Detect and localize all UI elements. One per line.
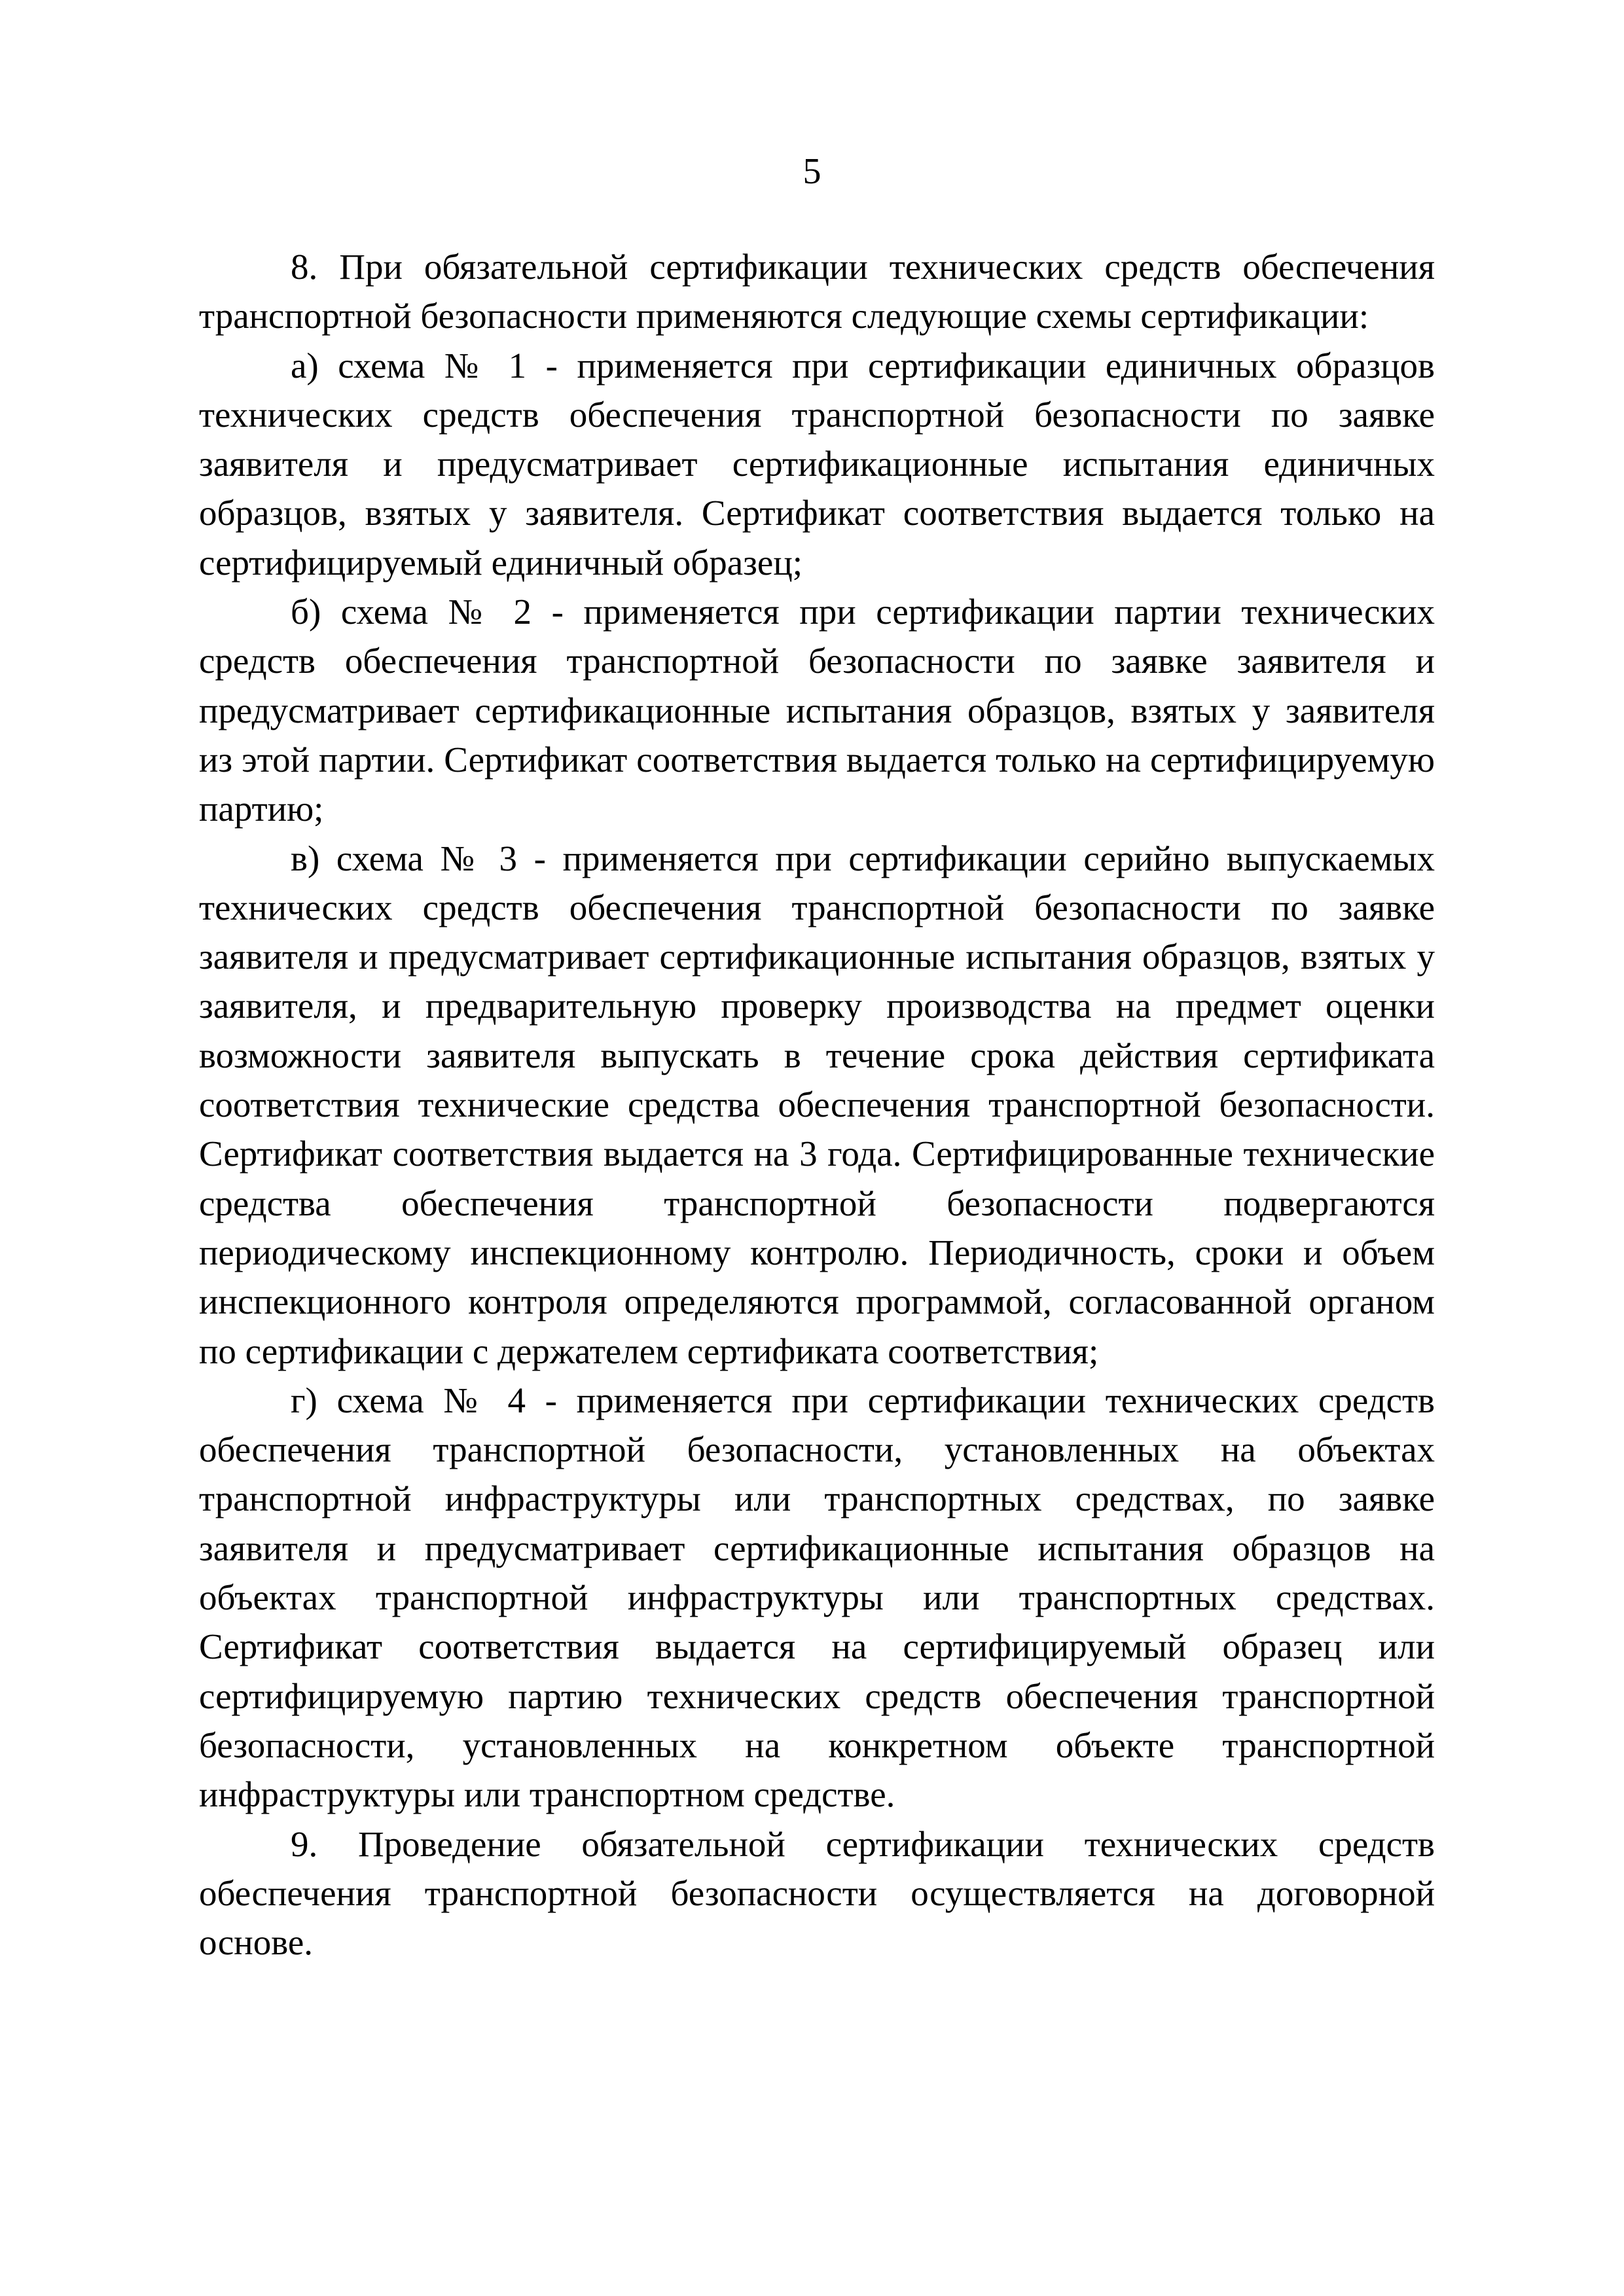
paragraph-scheme-3: в) схема № 3 - применяется при сертификации серийно выпускаемых технических средств обеспечения транспортной безопасности по заявке заявителя и предусматривает сертификационные испытания образцов, взятых у заявителя, и предварительную проверку производства на предмет оценки возможности заявителя выпускать в течение срока действия сертификата соответствия технические средства обеспечения транспортной безопасности. Сертификат соответствия выдается на 3 года. Сертифицированные технические средства обеспечения транспортной безопасности подвергаются периодическому инспекционному контролю. Периодичность, сроки и объем инспекционного контроля определяются программой, согласованной органом по сертификации с держателем сертификата соответствия;	[199, 838, 1435, 1371]
paragraph-scheme-1: а) схема № 1 - применяется при сертификации единичных образцов технических средств обеспечения транспортной безопасности по заявке заявителя и предусматривает сертификационные испытания единичных образцов, взятых у заявителя. Сертификат соответствия выдается только на сертифицируемый единичный образец;	[199, 345, 1435, 583]
paragraph-scheme-2: б) схема № 2 - применяется при сертификации партии технических средств обеспечения транспортной безопасности по заявке заявителя и предусматривает сертификационные испытания образцов, взятых у заявителя из этой партии. Сертификат соответствия выдается только на сертифицируемую партию;	[199, 592, 1435, 829]
page-number: 5	[803, 151, 821, 192]
paragraph-8-intro: 8. При обязательной сертификации технических средств обеспечения транспортной безопасности применяются следующие схемы сертификации:	[199, 247, 1435, 336]
paragraph-scheme-4: г) схема № 4 - применяется при сертификации технических средств обеспечения транспортной безопасности, установленных на объектах транспортной инфраструктуры или транспортных средствах, по заявке заявителя и предусматривает сертификационные испытания образцов на объектах транспортной инфраструктуры или транспортных средствах. Сертификат соответствия выдается на сертифицируемый образец или сертифицируемую партию технических средств обеспечения транспортной безопасности, установленных на конкретном объекте транспортной инфраструктуры или транспортном средстве.	[199, 1380, 1435, 1815]
document-body	[199, 242, 1435, 1967]
paragraph-9: 9. Проведение обязательной сертификации технических средств обеспечения транспортной безопасности осуществляется на договорной основе.	[199, 1823, 1435, 1963]
